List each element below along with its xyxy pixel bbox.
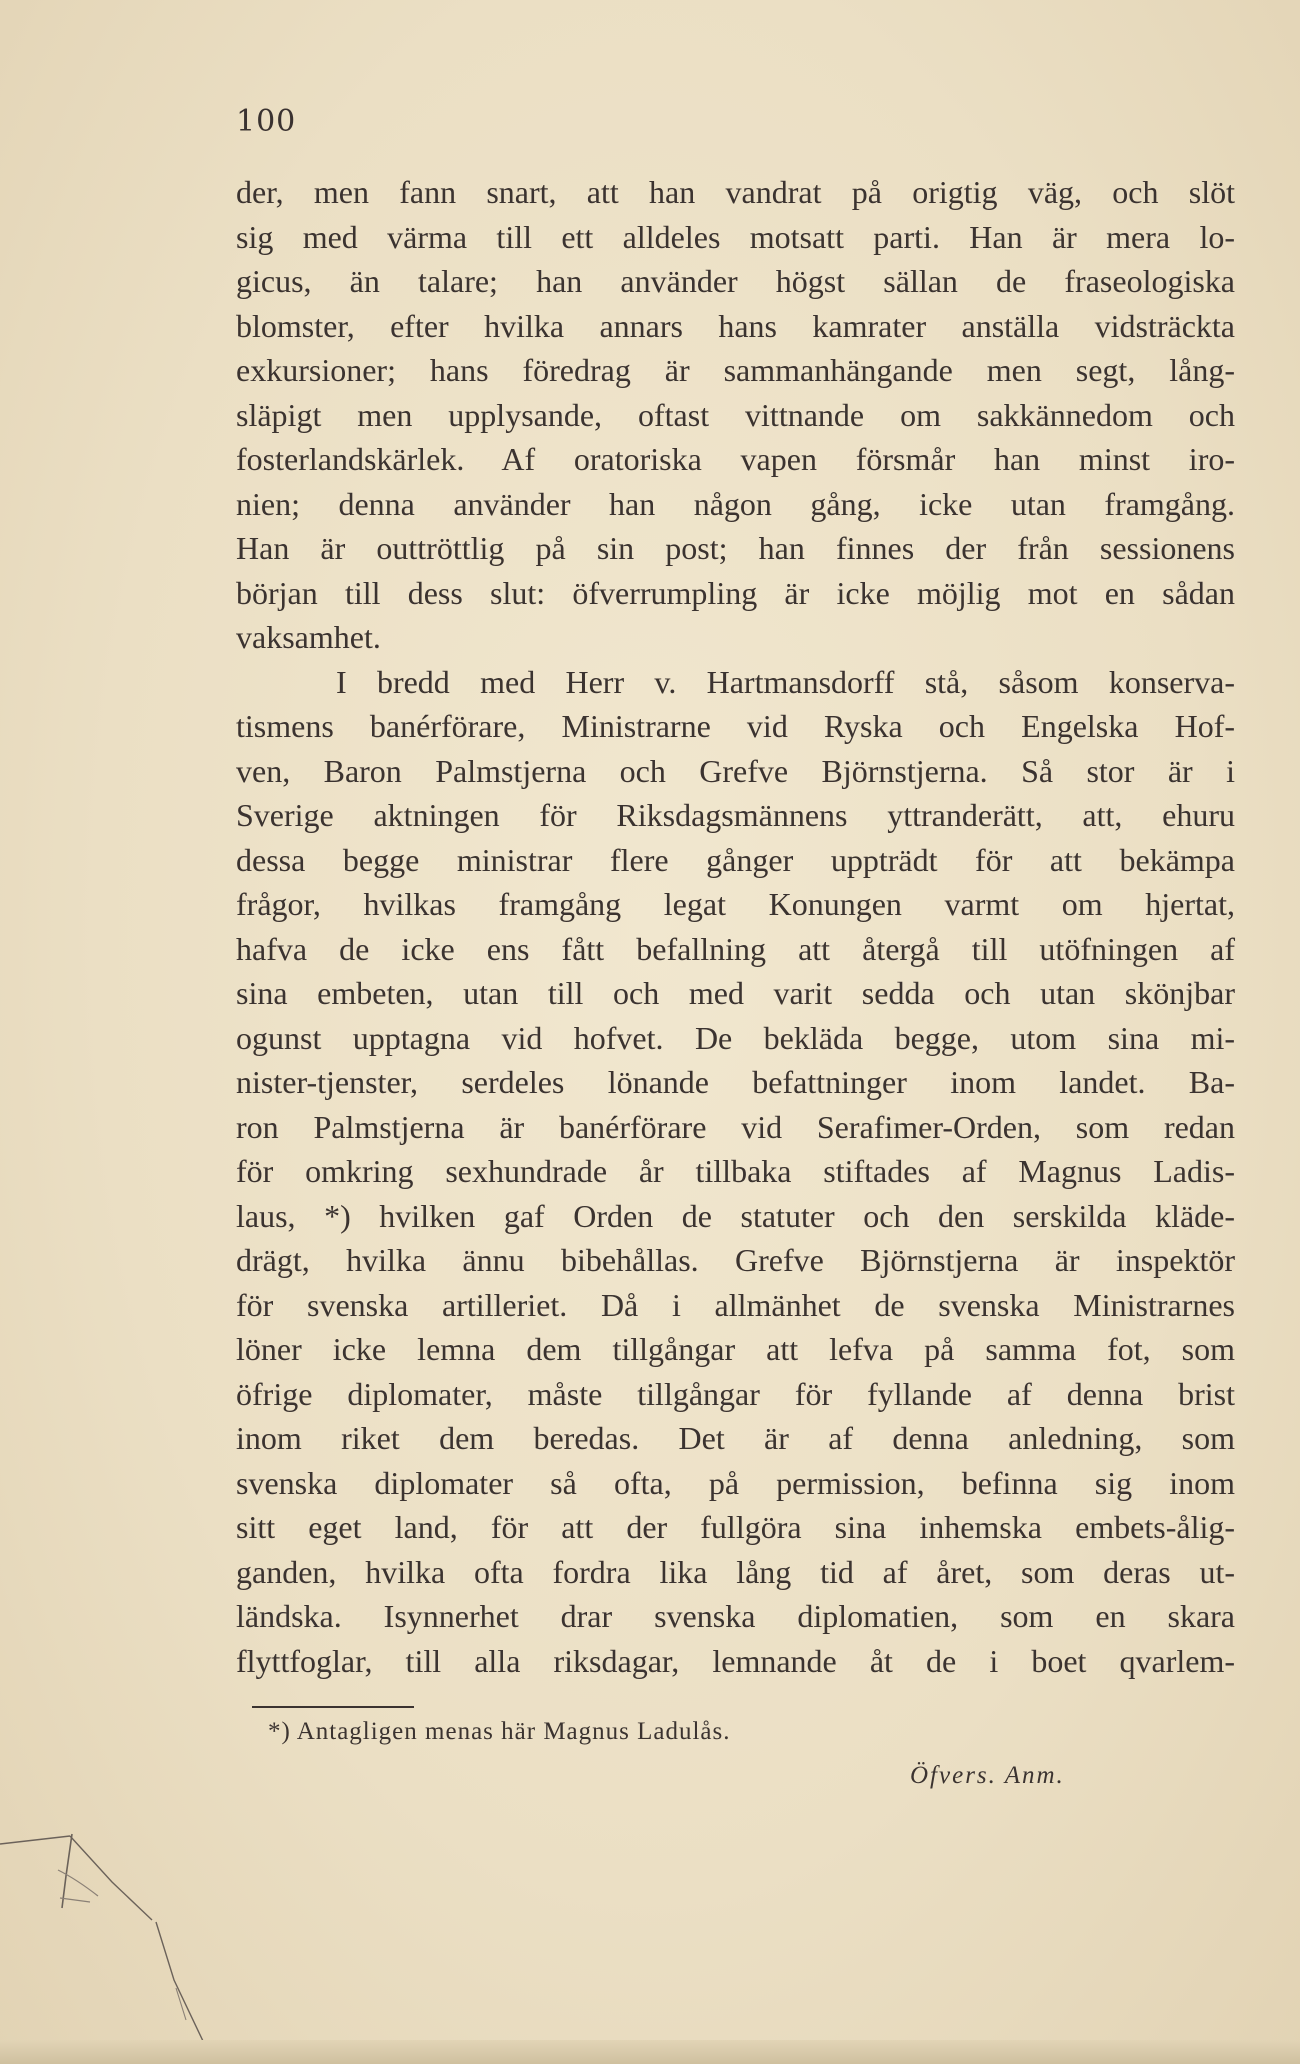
text-line: sitt eget land, för att der fullgöra sina inhemska embets-ålig-	[236, 1509, 1235, 1545]
text-line: exkursioner; hans föredrag är sammanhängande men segt, lång-	[236, 352, 1235, 388]
footnote-divider	[252, 1706, 414, 1708]
text-line: drägt, hvilka ännu bibehållas. Grefve Björnstjerna är inspektör	[236, 1242, 1235, 1278]
text-line: dessa begge ministrar flere gånger uppträdt för att bekämpa	[236, 841, 1235, 878]
text-line-paragraph-start: I bredd med Herr v. Hartmansdorff stå, såsom konserva-	[336, 663, 1235, 700]
text-line: inom riket dem beredas. Det är af denna anledning, som	[236, 1420, 1235, 1456]
text-line: ron Palmstjerna är banérförare vid Serafimer-Orden, som redan	[236, 1108, 1235, 1145]
text-line: sina embeten, utan till och med varit sedda och utan skönjbar	[236, 975, 1235, 1011]
text-line: ven, Baron Palmstjerna och Grefve Björnstjerna. Så stor är i	[236, 752, 1235, 789]
text-line: der, men fann snart, att han vandrat på origtig väg, och slöt	[236, 174, 1235, 210]
text-line: gicus, än talare; han använder högst sällan de fraseologiska	[236, 263, 1235, 299]
body-text	[236, 170, 1235, 1683]
text-line: nien; denna använder han någon gång, icke utan framgång.	[236, 485, 1235, 522]
footnote-text: *) Antagligen menas här Magnus Ladulås.	[268, 1718, 731, 1745]
text-line: hafva de icke ens fått befallning att återgå till utöfningen af	[236, 930, 1235, 967]
text-line: svenska diplomater så ofta, på permission, befinna sig inom	[236, 1464, 1235, 1501]
text-line: Sverige aktningen för Riksdagsmännens yttranderätt, att, ehuru	[236, 797, 1235, 833]
text-line: ganden, hvilka ofta fordra lika lång tid af året, som deras ut-	[236, 1553, 1235, 1590]
text-line: laus, *) hvilken gaf Orden de statuter och den serskilda kläde-	[236, 1197, 1235, 1234]
page-edge	[0, 2040, 1300, 2064]
text-line: löner icke lemna dem tillgångar att lefva på samma fot, som	[236, 1331, 1235, 1367]
text-line: fosterlandskärlek. Af oratoriska vapen försmår han minst iro-	[236, 441, 1235, 477]
text-line: öfrige diplomater, måste tillgångar för fyllande af denna brist	[236, 1375, 1235, 1412]
pencil-corner-mark	[0, 1810, 240, 2064]
text-line: sig med värma till ett alldeles motsatt parti. Han är mera lo-	[236, 218, 1235, 255]
text-line: Han är outtröttlig på sin post; han finnes der från sessionens	[236, 530, 1235, 566]
text-line: nister-tjenster, serdeles lönande befattninger inom landet. Ba-	[236, 1064, 1235, 1100]
text-line: släpigt men upplysande, oftast vittnande om sakkännedom och	[236, 396, 1235, 433]
page-number: 100	[236, 104, 297, 139]
text-line: ogunst upptagna vid hofvet. De bekläda begge, utom sina mi-	[236, 1019, 1235, 1056]
text-line: frågor, hvilkas framgång legat Konungen varmt om hjertat,	[236, 886, 1235, 922]
text-line: ländska. Isynnerhet drar svenska diplomatien, som en skara	[236, 1598, 1235, 1634]
text-line: flyttfoglar, till alla riksdagar, lemnande åt de i boet qvarlem-	[236, 1642, 1235, 1679]
text-line: för omkring sexhundrade år tillbaka stiftades af Magnus Ladis-	[236, 1153, 1235, 1189]
text-line: början till dess slut: öfverrumpling är icke möjlig mot en sådan	[236, 574, 1235, 611]
text-line: blomster, efter hvilka annars hans kamrater anställa vidsträckta	[236, 307, 1235, 344]
footnote-signature: Öfvers. Anm.	[910, 1762, 1065, 1789]
text-line-paragraph-end: vaksamhet.	[236, 619, 381, 655]
text-line: för svenska artilleriet. Då i allmänhet de svenska Ministrarnes	[236, 1286, 1235, 1323]
text-line: tismens banérförare, Ministrarne vid Ryska och Engelska Hof-	[236, 708, 1235, 744]
